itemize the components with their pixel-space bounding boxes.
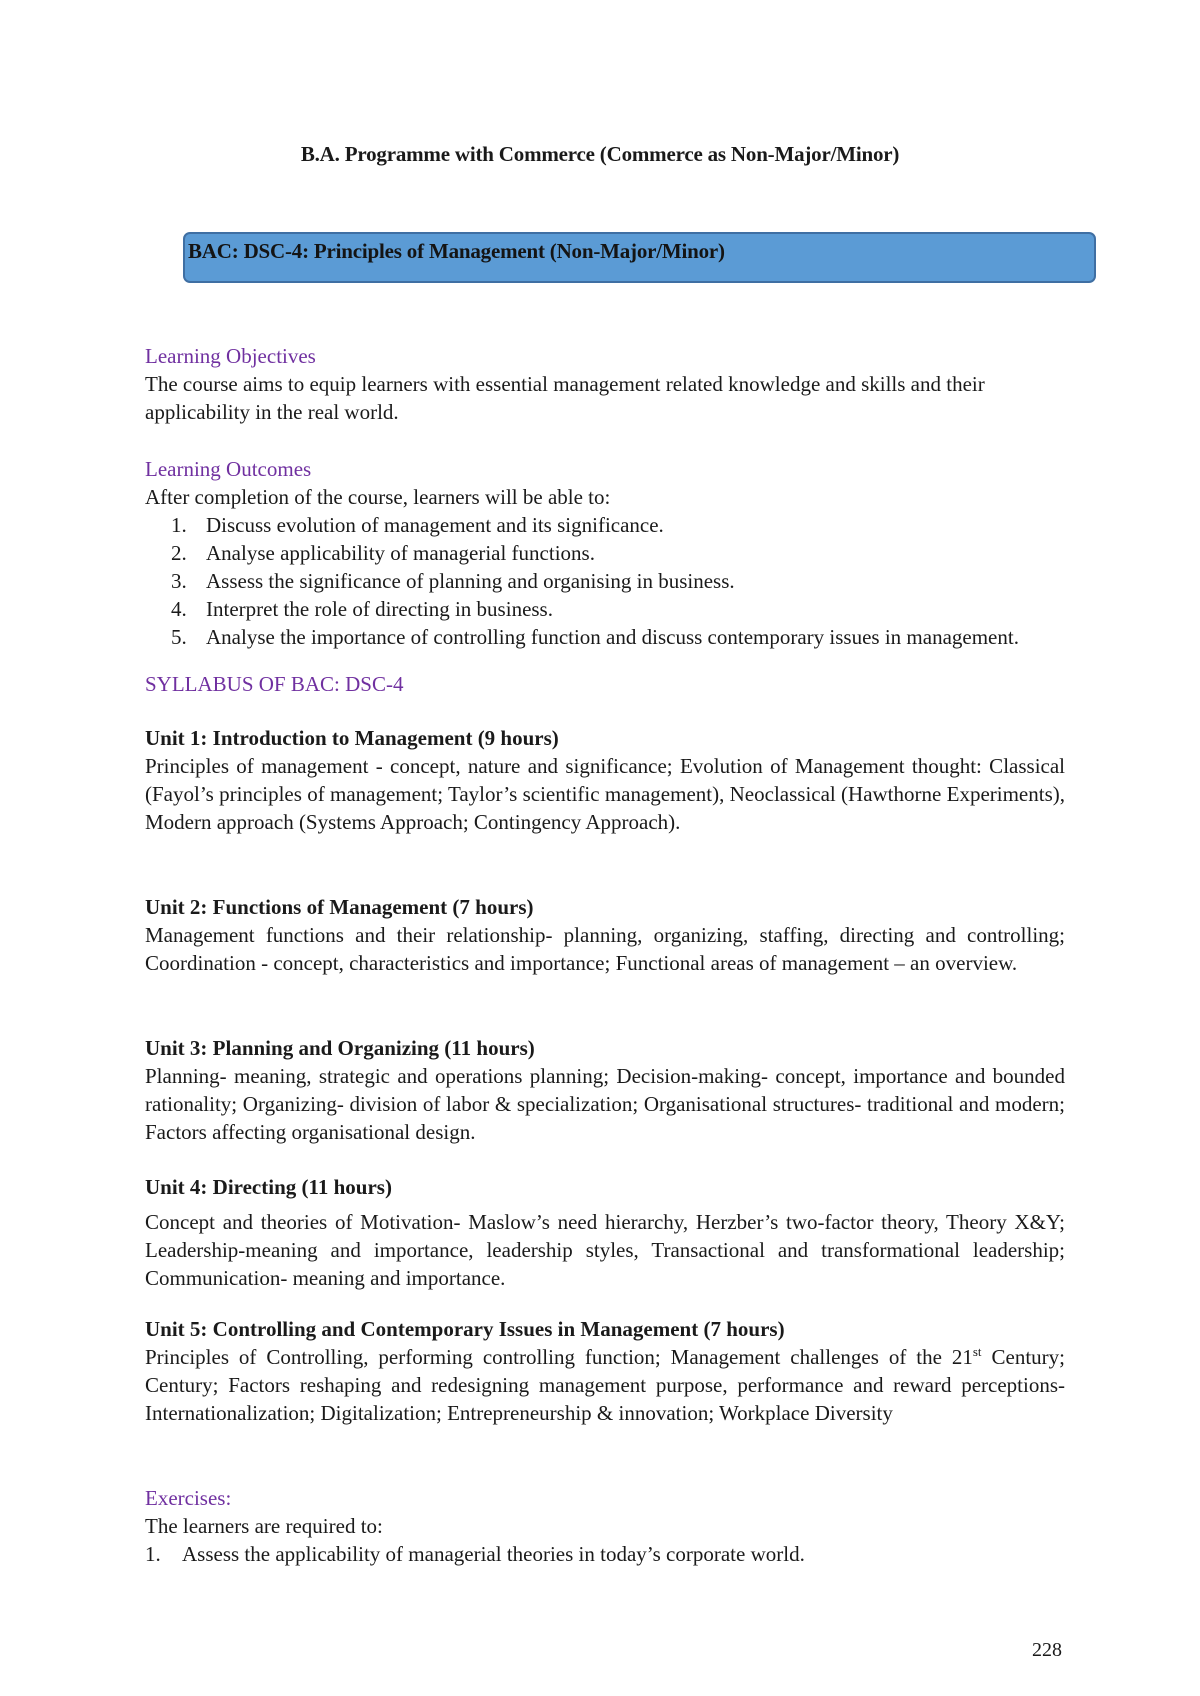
unit-4-text: Concept and theories of Motivation- Maslow’s need hierarchy, Herzber’s two-factor theory, Theory X&Y; Leadership-meaning and importance, leadership styles, Transactional and transformational leadership; Communication- meaning and importance. (145, 1210, 1065, 1290)
learning-outcomes-list (145, 511, 1185, 651)
list-item: 4. Interpret the role of directing in business. (171, 597, 553, 621)
learning-objectives-heading: Learning Objectives (145, 344, 316, 368)
exercises-heading: Exercises: (145, 1486, 232, 1510)
page-number: 228 (1032, 1639, 1062, 1661)
list-item: 5. Analyse the importance of controlling function and discuss contemporary issues in management. (171, 625, 1019, 649)
unit-3-text: Planning- meaning, strategic and operations planning; Decision-making- concept, importance and bounded rationality; Organizing- division of labor & specialization; Organisational structures- traditional and modern; Factors affecting organisational design. (145, 1064, 1065, 1144)
unit-4-heading: Unit 4: Directing (11 hours) (145, 1175, 392, 1199)
list-item: 3. Assess the significance of planning and organising in business. (171, 569, 735, 593)
course-title: BAC: DSC-4: Principles of Management (Non-Major/Minor) (188, 239, 725, 263)
unit-5-heading: Unit 5: Controlling and Contemporary Issues in Management (7 hours) (145, 1317, 785, 1341)
unit-3-heading: Unit 3: Planning and Organizing (11 hours) (145, 1036, 535, 1060)
exercises-intro: The learners are required to: (145, 1514, 383, 1538)
unit-1-heading: Unit 1: Introduction to Management (9 hours) (145, 726, 559, 750)
list-item: 2. Analyse applicability of managerial functions. (171, 541, 595, 565)
exercise-item: 1. Assess the applicability of managerial theories in today’s corporate world. (145, 1542, 805, 1566)
unit-2-heading: Unit 2: Functions of Management (7 hours) (145, 895, 534, 919)
learning-objectives-text: The course aims to equip learners with essential management related knowledge and skills and their applicability in the real world. (145, 372, 985, 424)
syllabus-heading: SYLLABUS OF BAC: DSC-4 (145, 672, 404, 696)
list-item: 1. Discuss evolution of management and its significance. (171, 513, 664, 537)
learning-outcomes-intro: After completion of the course, learners will be able to: (145, 485, 611, 509)
learning-outcomes-heading: Learning Outcomes (145, 457, 312, 481)
unit-1-text: Principles of management - concept, nature and significance; Evolution of Management thought: Classical (Fayol’s principles of management; Taylor’s scientific management), Neoclassical (Hawthorne Experiments), Modern approach (Systems Approach; Contingency Approach). (145, 754, 1065, 834)
unit-5-text: Principles of Controlling, performing controlling function; Management challenges of the 21st Century; Century; Factors reshaping and redesigning management purpose, performance and reward perceptions- Internationalization; Digitalization; Entrepreneurship & innovation; Workplace Diversity (145, 1344, 1065, 1425)
course-title-box (183, 232, 1096, 283)
unit-2-text: Management functions and their relationship- planning, organizing, staffing, directing and controlling; Coordination - concept, characteristics and importance; Functional areas of management – an overview. (145, 923, 1065, 975)
programme-heading: B.A. Programme with Commerce (Commerce as Non-Major/Minor) (300, 142, 900, 166)
